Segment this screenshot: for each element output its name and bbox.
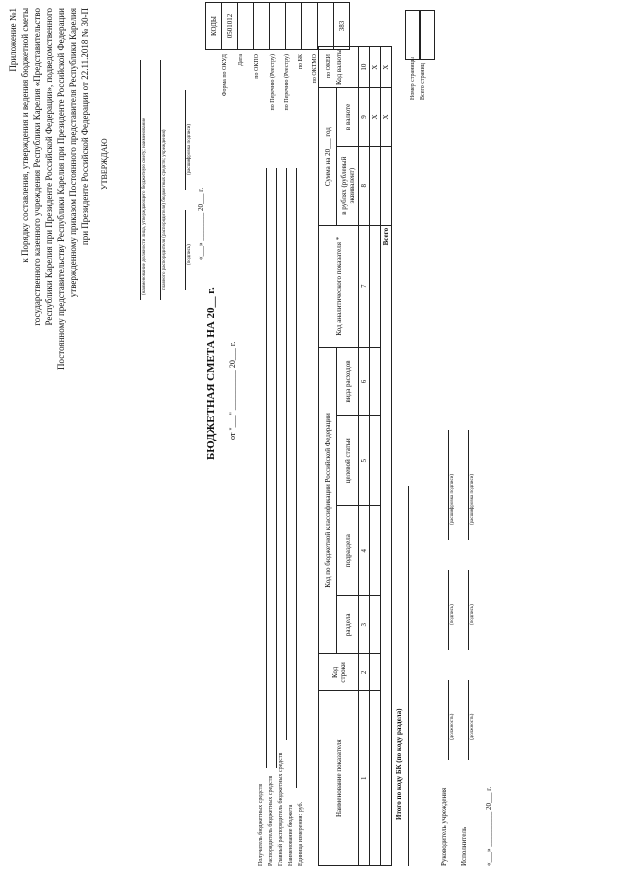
cap-sign: (подпись) — [470, 604, 475, 625]
pages-total-box — [419, 10, 435, 60]
approve-caption-sign: (подпись) — [187, 244, 192, 265]
col-num: 5 — [359, 416, 370, 506]
field-recipient: Получатель бюджетных средств — [258, 783, 264, 866]
col-subsection-header: подраздела — [337, 506, 359, 596]
field-manager: Распорядитель бюджетных средств — [268, 775, 274, 866]
approve-date: «___» ________ 20___ г. — [197, 187, 205, 260]
approve-name-line — [185, 90, 186, 190]
exec-label: Исполнитель — [460, 826, 468, 866]
head-label: Руководитель учреждения — [440, 787, 448, 866]
col-name-header: Наименование показателя — [319, 691, 359, 866]
document-title: БЮДЖЕТНАЯ СМЕТА НА 20__ г. — [205, 287, 217, 460]
col-code-header: Код строки — [319, 654, 359, 691]
codes-label: по ОКПО — [254, 54, 260, 79]
total-label: Всего — [381, 225, 392, 865]
pages-total-label: Всего страниц — [420, 63, 426, 100]
appendix-line: при Президенте Российской Федерации от 22.11.2018 № 30-П — [80, 8, 90, 246]
approve-title: УТВЕРЖДАЮ — [100, 138, 109, 190]
col-num: 8 — [359, 146, 370, 225]
codes-value — [302, 3, 318, 50]
codes-value — [286, 3, 302, 50]
document-date: от "___" __________ 20___ г. — [228, 341, 237, 440]
sign-line — [448, 680, 449, 760]
approve-org-line — [160, 60, 161, 300]
approve-caption-position: (наименование должности лица, утверждающего бюджетную смету; наименование — [142, 117, 147, 295]
col-num: 3 — [359, 596, 370, 654]
col-num: 2 — [359, 654, 370, 691]
field-line — [296, 168, 297, 788]
sign-line — [468, 570, 469, 650]
appendix-line: Республики Карелия при Президенте Российской Федерации», подведомственного — [44, 8, 54, 326]
field-line — [286, 168, 287, 740]
codes-value — [318, 3, 334, 50]
codes-header: КОДЫ — [206, 3, 222, 50]
col-num: 1 — [359, 691, 370, 866]
col-num: 7 — [359, 225, 370, 347]
sign-line — [468, 680, 469, 760]
codes-label: по ОКЕИ — [326, 54, 332, 79]
col-expense-header: вида расходов — [337, 347, 359, 416]
codes-value — [270, 3, 286, 50]
budget-table — [318, 46, 392, 866]
page-number-label: Номер страницы — [410, 57, 416, 100]
field-line — [266, 168, 267, 768]
col-sum-header: Сумма на 20___ год — [319, 88, 337, 226]
col-cur-header: в валюте — [337, 88, 359, 146]
table-row — [370, 47, 381, 866]
appendix-line: государственного казенного учреждения Республики Карелия «Представительство — [32, 8, 42, 326]
col-num: 4 — [359, 506, 370, 596]
cap-sign: (подпись) — [450, 604, 455, 625]
codes-label: по БК — [298, 54, 304, 70]
codes-value: 383 — [334, 3, 350, 50]
cap-position: (должность) — [470, 713, 475, 740]
codes-value — [254, 3, 270, 50]
col-num: 9 — [359, 88, 370, 146]
codes-value: 0501012 — [222, 3, 238, 50]
sign-line — [448, 570, 449, 650]
codes-label: по Перечню (Реестру) — [270, 54, 276, 111]
x-mark: X — [381, 88, 392, 146]
col-bk-header: Код по бюджетной классификации Российской Федерации — [319, 347, 337, 654]
cap-position: (должность) — [450, 713, 455, 740]
approve-caption-name: (расшифровка подписи) — [187, 123, 192, 175]
codes-label: по ОКТМО — [312, 54, 318, 84]
appendix-line: к Порядку составления, утверждения и ведения бюджетной сметы — [20, 8, 30, 263]
field-budget-name: Наименование бюджета — [288, 804, 294, 866]
codes-label: Форма по ОКУД — [222, 54, 228, 97]
x-mark: X — [370, 88, 381, 146]
col-analytic-header: Код аналитического показателя * — [319, 225, 359, 347]
column-numbers-row — [359, 47, 370, 866]
field-line — [276, 168, 277, 768]
appendix-line: утвержденному приказом Постоянного представителя Республики Карелия — [68, 8, 78, 298]
col-target-header: целевой статьи — [337, 416, 359, 506]
approve-caption-org: главного распорядителя (распорядителя) бюджетных средств; учреждения) — [162, 129, 167, 290]
sign-date: «___» __________ 20___ г. — [485, 786, 493, 866]
col-section-header: раздела — [337, 596, 359, 654]
codes-label: Дата — [238, 54, 244, 66]
field-chief-manager: Главный распорядитель бюджетных средств — [278, 752, 284, 866]
cap-name: (расшифровка подписи) — [450, 473, 455, 525]
approve-position-line — [140, 60, 141, 300]
codes-table — [205, 2, 350, 50]
col-rub-header: в рублях (рублевый эквивалент) — [337, 146, 359, 225]
field-unit: Единица измерения: руб. — [298, 801, 304, 866]
x-mark: X — [381, 47, 392, 88]
table-row — [381, 47, 392, 866]
codes-label: по Перечню (Реестру) — [284, 54, 290, 111]
col-num: 6 — [359, 347, 370, 416]
col-currency-code-header: Код валюты — [319, 47, 359, 88]
sign-line — [448, 430, 449, 540]
approve-sign-line — [185, 210, 186, 290]
cap-name: (расшифровка подписи) — [470, 473, 475, 525]
x-mark: X — [370, 47, 381, 88]
appendix-line: Приложение №1 — [8, 8, 18, 72]
sign-line — [468, 430, 469, 540]
col-num: 10 — [359, 47, 370, 88]
total-bk-label: Итого по коду БК (по коду раздела) — [395, 708, 403, 820]
appendix-line: Постоянному представительству Республики Карелия при Президенте Российской Федерации — [56, 8, 66, 370]
codes-value — [238, 3, 254, 50]
total-bk-line — [408, 486, 409, 866]
